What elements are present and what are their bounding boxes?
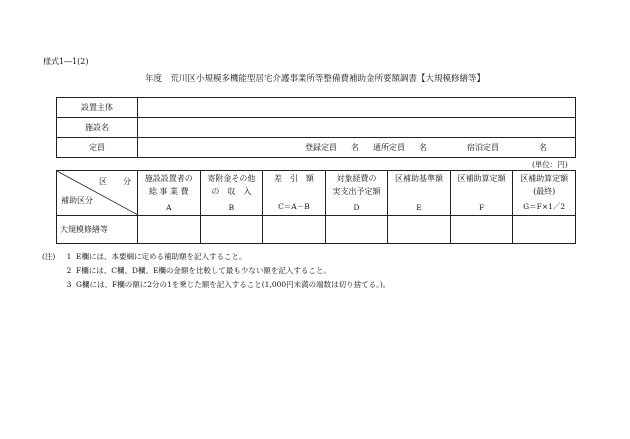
header-line-1: 区補助基準額 [395,174,444,183]
category-label: 区 分 [99,177,131,186]
column-code: E [416,203,422,212]
note-number: 2 [66,266,72,275]
subsidy-category-label: 補助区分 [61,196,93,205]
note-number: 3 [66,280,72,289]
amount-cell-a[interactable] [138,216,201,244]
notes-section [42,250,390,292]
registered-capacity-label: 登録定員 [305,143,337,152]
header-line-2: 実支出予定額 [332,187,381,196]
overnight-capacity-label: 宿泊定員 [467,143,499,152]
note-text: F欄には、C欄、D欄、E欄の金額を比較して最も少ない額を記入すること。 [76,266,331,275]
note-item [42,278,390,292]
header-line-1: 区補助算定額 [520,174,569,183]
table-row [57,138,576,158]
amount-cell-b[interactable] [200,216,263,244]
label-installer: 設置主体 [57,98,138,118]
facility-info-table [56,97,576,158]
amount-table [56,170,576,244]
column-header-f [450,171,513,216]
installer-value-field[interactable] [138,98,576,118]
column-code: A [166,203,172,212]
header-row [57,171,576,216]
notes-lead: (注) [42,252,56,261]
form-number: 様式1―1(2) [43,57,89,66]
overnight-unit: 名 [539,143,547,152]
unit-note: (単位：円) [532,160,568,169]
amount-cell-c[interactable] [263,216,326,244]
amount-cell-f[interactable] [450,216,513,244]
column-header-g [513,171,576,216]
header-line-2: 総 事 業 費 [148,187,189,196]
document-title: 年度 荒川区小規模多機能型居宅介護事業所等整備費補助金所要額調書【大規模修繕等】 [144,74,485,84]
column-code: G＝F×1／2 [523,202,566,211]
column-code: B [228,203,235,212]
amount-cell-d[interactable] [325,216,388,244]
header-line-1: 差 引 額 [273,174,314,183]
day-capacity-label: 通所定員 [373,143,405,152]
header-line-1: 施設設置者の [144,174,193,183]
header-line-1: 区補助算定額 [457,174,506,183]
day-unit: 名 [419,143,427,152]
column-header-e [388,171,451,216]
registered-unit: 名 [351,143,359,152]
header-line-2: の 収 入 [211,187,252,196]
table-row [57,98,576,118]
row-label-major-repair: 大規模修繕等 [57,216,138,244]
note-text: E欄には、本要綱に定める補助額を記入すること。 [76,252,247,261]
header-line-1: 寄附金その他 [207,174,256,183]
note-number: 1 [66,252,72,261]
column-code: F [478,203,485,212]
column-code: D [353,203,360,212]
label-capacity: 定員 [57,138,138,158]
table-row [57,216,576,244]
amount-cell-g[interactable] [513,216,576,244]
column-header-a [138,171,201,216]
note-item [42,264,390,278]
note-item [42,250,390,264]
label-facility-name: 施設名 [57,118,138,138]
column-header-c [263,171,326,216]
header-line-2: (最終) [533,187,556,196]
diagonal-header-cell [57,171,138,216]
column-header-b [200,171,263,216]
amount-cell-e[interactable] [388,216,451,244]
header-line-1: 対象経費の [336,174,377,183]
column-code: C＝A－B [278,202,310,211]
table-row [57,118,576,138]
capacity-field[interactable] [138,138,576,158]
column-header-d [325,171,388,216]
note-text: G欄には、F欄の額に2分の1を乗じた額を記入すること(1,000円未満の端数は切り捨てる。)。 [76,280,391,289]
facility-name-field[interactable] [138,118,576,138]
